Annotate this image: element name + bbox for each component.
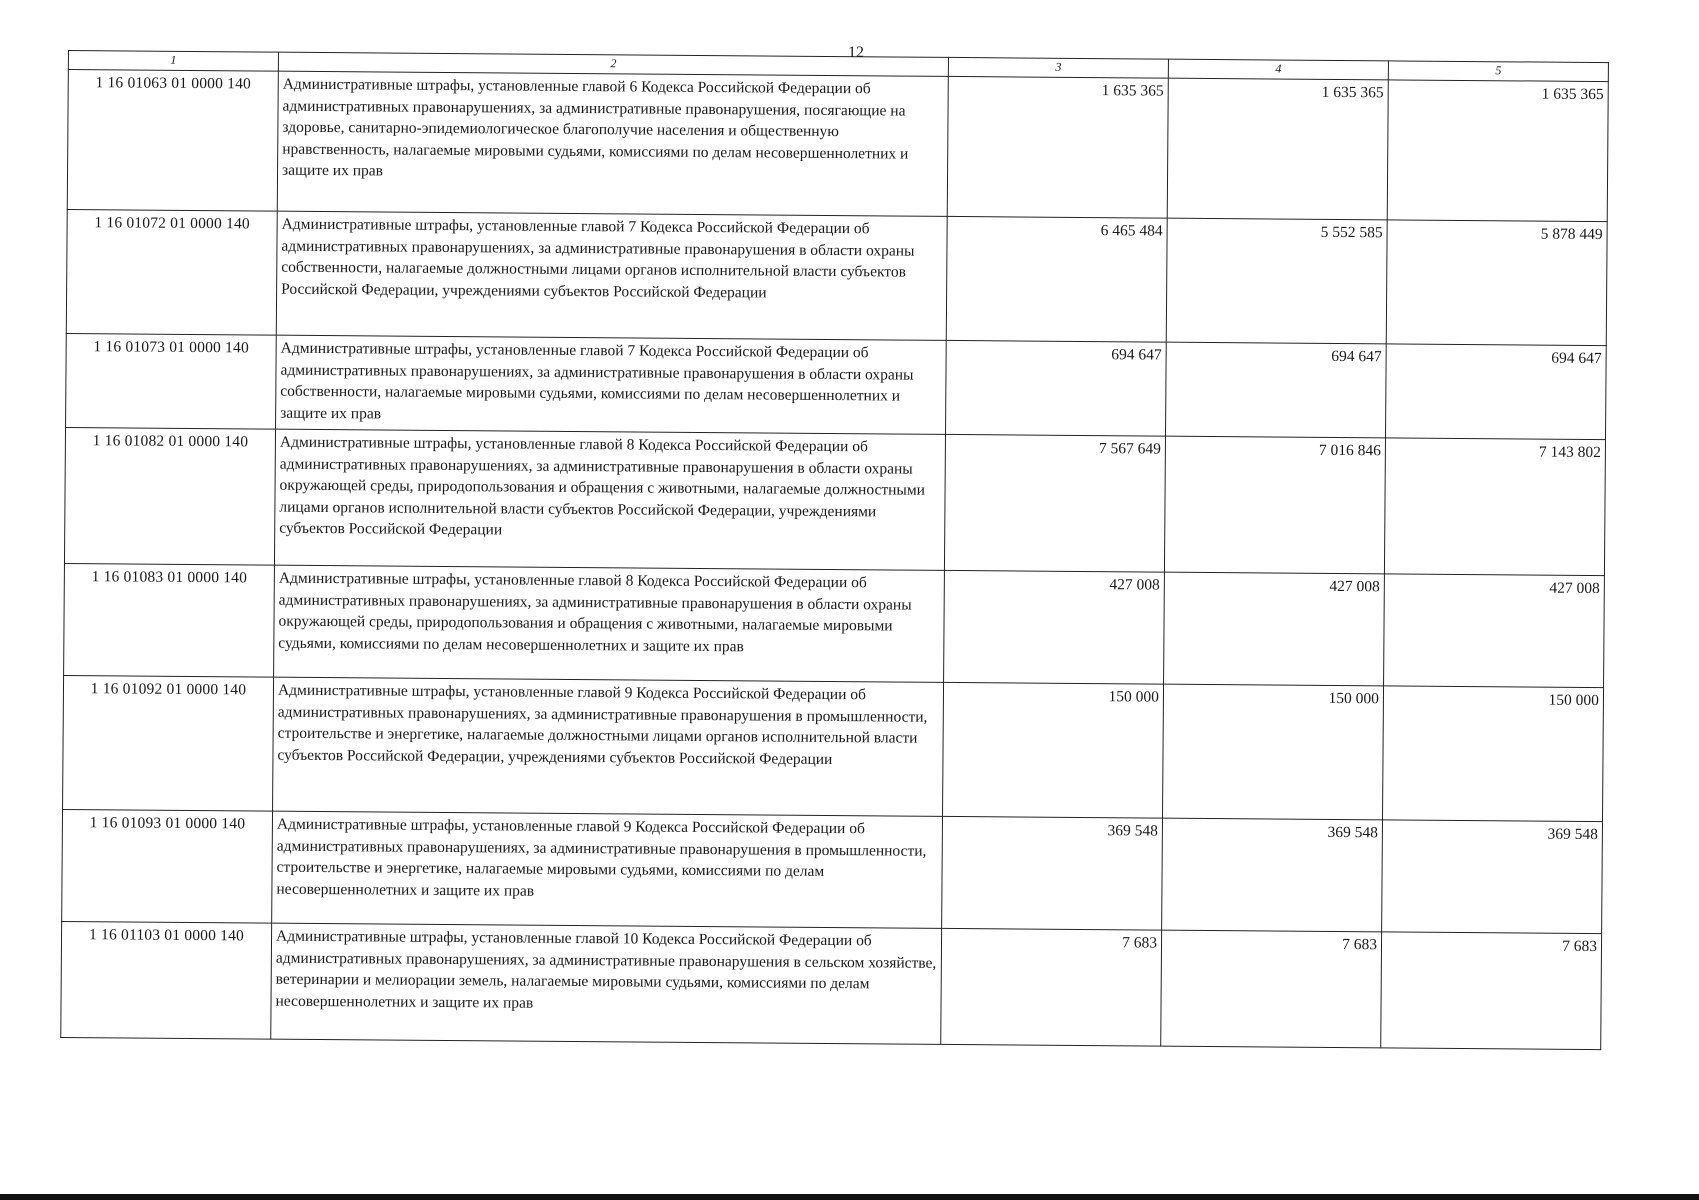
amount-column-5: 427 008 <box>1384 574 1605 688</box>
table-row <box>61 921 1602 1049</box>
amount-column-5: 369 548 <box>1382 820 1603 934</box>
revenue-description: Административные штрафы, установленные главой 9 Кодекса Российской Федерации об административных правонарушениях, за административные правонарушения в промышленности, строительстве и энергетике, налагаемые должностными лицами органов исполнительной власти субъектов Российской Федерации, учреждениями субъектов Российской Федерации <box>273 677 944 816</box>
table-row <box>63 675 1604 821</box>
budget-code: 1 16 01072 01 0000 140 <box>66 209 277 335</box>
amount-column-4: 5 552 585 <box>1166 218 1387 344</box>
column-header-2: 2 <box>278 52 948 76</box>
amount-column-3: 427 008 <box>944 570 1165 684</box>
scan-bottom-edge <box>0 1194 1699 1200</box>
column-header-3: 3 <box>948 57 1168 78</box>
amount-column-4: 369 548 <box>1162 818 1383 932</box>
table-row <box>66 333 1607 439</box>
revenue-description: Административные штрафы, установленные главой 8 Кодекса Российской Федерации об административных правонарушениях, за административные правонарушения в области охраны окружающей среды, природопользования и обращения с животными, налагаемые мировыми судьями, комиссиями по делам несовершеннолетних и защите их прав <box>274 565 945 682</box>
amount-column-5: 1 635 365 <box>1387 80 1608 222</box>
amount-column-4: 150 000 <box>1163 684 1384 820</box>
amount-column-4: 427 008 <box>1164 572 1385 686</box>
amount-column-4: 694 647 <box>1166 342 1387 438</box>
column-header-1: 1 <box>68 51 278 72</box>
revenue-description: Административные штрафы, установленные главой 8 Кодекса Российской Федерации об административных правонарушениях, за административные правонарушения в области охраны окружающей среды, природопользования и обращения с животными, налагаемые должностными лицами органов исполнительной власти субъектов Российской Федерации, учреждениями субъектов Российской Федерации <box>274 429 945 570</box>
budget-code: 1 16 01092 01 0000 140 <box>63 675 274 811</box>
amount-column-5: 5 878 449 <box>1386 220 1607 346</box>
amount-column-3: 369 548 <box>942 816 1163 930</box>
budget-code: 1 16 01083 01 0000 140 <box>64 563 275 677</box>
amount-column-3: 694 647 <box>946 340 1167 436</box>
revenue-description: Административные штрафы, установленные главой 7 Кодекса Российской Федерации об административных правонарушениях, за административные правонарушения в области охраны собственности, налагаемые должностными лицами органов исполнительной власти субъектов Российской Федерации, учреждениями субъектов Российской Федерации <box>276 211 947 340</box>
column-header-4: 4 <box>1168 59 1388 80</box>
table-row <box>64 427 1605 575</box>
revenue-description: Административные штрафы, установленные главой 6 Кодекса Российской Федерации об административных правонарушениях, за административные правонарушения, посягающие на здоровье, санитарно-эпидемиологическое благополучие населения и общественную нравственность, налагаемые мировыми судьями, комиссиями по делам несовершеннолетних и защите их прав <box>277 71 948 216</box>
budget-code: 1 16 01103 01 0000 140 <box>61 921 272 1039</box>
amount-column-4: 1 635 365 <box>1167 78 1388 220</box>
column-header-5: 5 <box>1388 61 1608 82</box>
revenue-description: Административные штрафы, установленные главой 7 Кодекса Российской Федерации об административных правонарушениях, за административные правонарушения в области охраны собственности, налагаемые мировыми судьями, комиссиями по делам несовершеннолетних и защите их прав <box>276 335 947 434</box>
amount-column-3: 6 465 484 <box>946 216 1167 342</box>
amount-column-5: 7 143 802 <box>1384 438 1605 576</box>
amount-column-5: 694 647 <box>1385 344 1606 440</box>
amount-column-5: 150 000 <box>1382 686 1603 822</box>
budget-code: 1 16 01063 01 0000 140 <box>67 70 278 212</box>
amount-column-3: 1 635 365 <box>947 76 1168 218</box>
amount-column-4: 7 683 <box>1161 930 1382 1048</box>
amount-column-5: 7 683 <box>1381 932 1602 1050</box>
page-number: 12 <box>848 44 864 61</box>
table-row <box>67 70 1608 222</box>
budget-code: 1 16 01073 01 0000 140 <box>66 333 277 429</box>
table-row <box>64 563 1605 687</box>
budget-code: 1 16 01082 01 0000 140 <box>64 427 275 565</box>
table-row <box>66 209 1607 345</box>
revenue-description: Административные штрафы, установленные главой 10 Кодекса Российской Федерации об административных правонарушениях, за административные правонарушения в сельском хозяйстве, ветеринарии и мелиорации земель, налагаемые мировыми судьями, комиссиями по делам несовершеннолетних и защите их прав <box>271 923 942 1044</box>
revenue-table <box>60 50 1609 1050</box>
amount-column-3: 7 683 <box>941 928 1162 1046</box>
table-row <box>62 809 1603 933</box>
amount-column-3: 7 567 649 <box>944 434 1165 572</box>
amount-column-4: 7 016 846 <box>1164 436 1385 574</box>
amount-column-3: 150 000 <box>943 682 1164 818</box>
budget-code: 1 16 01093 01 0000 140 <box>62 809 273 923</box>
revenue-description: Административные штрафы, установленные главой 9 Кодекса Российской Федерации об административных правонарушениях, за административные правонарушения в промышленности, строительстве и энергетике, налагаемые мировыми судьями, комиссиями по делам несовершеннолетних и защите их прав <box>272 811 943 928</box>
